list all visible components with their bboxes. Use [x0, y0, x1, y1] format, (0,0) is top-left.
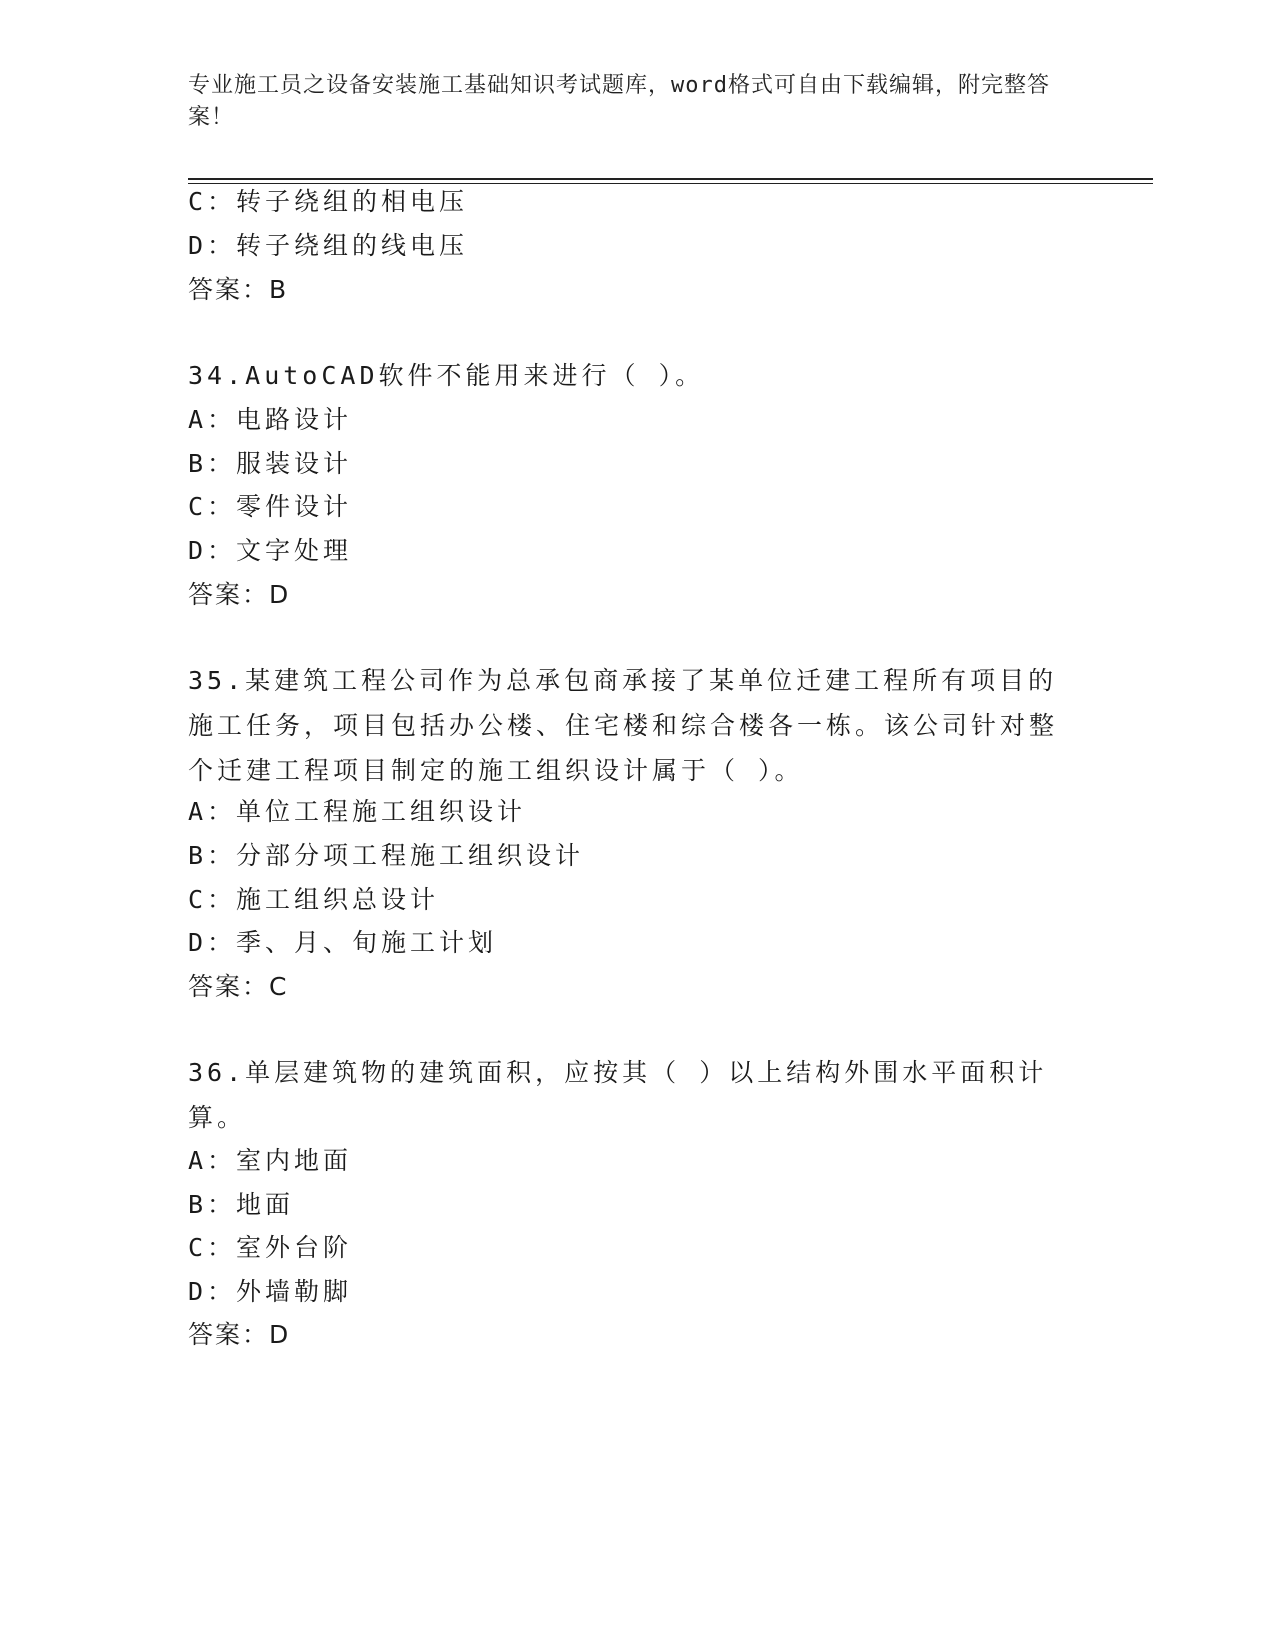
prev-option-c: C：转子绕组的相电压 — [188, 187, 469, 216]
q35-option-b: B：分部分项工程施工组织设计 — [188, 841, 585, 870]
q36-option-c: C：室外台阶 — [188, 1233, 353, 1262]
q35-stem: 35.某建筑工程公司作为总承包商承接了某单位迁建工程所有项目的施工任务，项目包括办公楼、住宅楼和综合楼各一栋。该公司针对整个迁建工程项目制定的施工组织设计属于（ ）。 — [188, 666, 1059, 785]
q34-option-a: A：电路设计 — [188, 405, 353, 434]
prev-option-d: D：转子绕组的线电压 — [188, 231, 469, 260]
document-header: 专业施工员之设备安装施工基础知识考试题库，word格式可自由下载编辑，附完整答案！ — [188, 73, 1050, 130]
q35-answer: 答案：C — [188, 972, 289, 1001]
q35-option-a: A：单位工程施工组织设计 — [188, 797, 527, 826]
header-divider-thin — [188, 183, 1153, 184]
q34-option-d: D：文字处理 — [188, 536, 353, 565]
q35-option-d: D：季、月、旬施工计划 — [188, 928, 498, 957]
q34-option-c: C：零件设计 — [188, 492, 353, 521]
header-divider-thick — [188, 178, 1153, 180]
q36-option-a: A：室内地面 — [188, 1146, 353, 1175]
q34-option-b: B：服装设计 — [188, 449, 353, 478]
q36-option-d: D：外墙勒脚 — [188, 1277, 353, 1306]
q34-answer: 答案：D — [188, 580, 291, 609]
q36-stem: 36.单层建筑物的建筑面积，应按其（ ）以上结构外围水平面积计算。 — [188, 1058, 1048, 1132]
q36-answer: 答案：D — [188, 1320, 291, 1349]
q36-option-b: B：地面 — [188, 1190, 295, 1219]
prev-answer: 答案：B — [188, 275, 289, 304]
q34-stem: 34.AutoCAD软件不能用来进行（ ）。 — [188, 361, 705, 390]
q35-option-c: C：施工组织总设计 — [188, 885, 440, 914]
